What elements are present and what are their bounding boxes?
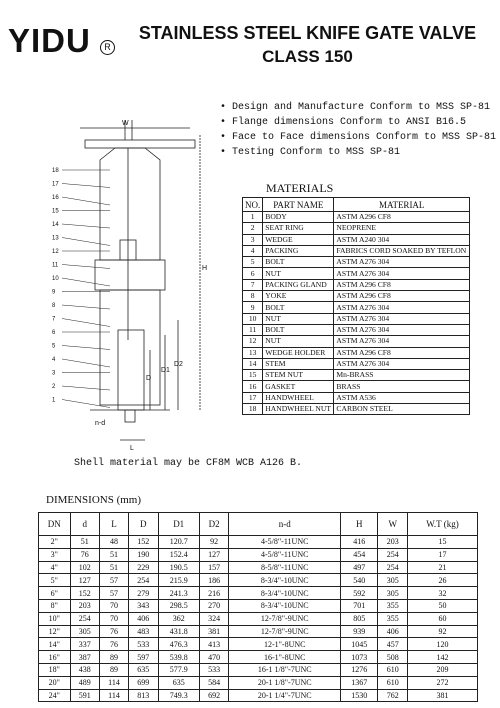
table-cell: 381	[199, 625, 229, 638]
part-callout: 18	[52, 168, 59, 174]
col-header: D2	[199, 513, 229, 536]
registered-mark: R	[100, 40, 115, 55]
col-header: D	[128, 513, 158, 536]
table-cell: 26	[408, 574, 478, 587]
table-row	[243, 302, 470, 313]
table-cell: 610	[378, 676, 408, 689]
table-cell: 1045	[341, 638, 378, 651]
table-row	[39, 548, 478, 561]
table-cell: 272	[408, 676, 478, 689]
table-cell: 127	[70, 574, 100, 587]
table-cell: 4"	[39, 561, 71, 574]
table-cell: 50	[408, 599, 478, 612]
table-cell: 483	[128, 625, 158, 638]
callout-leader	[62, 359, 110, 367]
table-cell: 60	[408, 612, 478, 625]
table-cell: 8-3/4"-10UNC	[229, 587, 341, 600]
table-cell: 120.7	[158, 536, 199, 549]
table-cell: 635	[158, 676, 199, 689]
table-cell: BRASS	[334, 381, 470, 392]
col-header: W	[378, 513, 408, 536]
part-callout: 13	[52, 235, 59, 242]
table-cell: 16-1"-8UNC	[229, 651, 341, 664]
part-callout: 12	[52, 249, 59, 255]
table-cell: ASTM A296 CF8	[334, 212, 470, 223]
table-cell: 14"	[39, 638, 71, 651]
table-cell: 21	[408, 561, 478, 574]
table-row	[39, 638, 478, 651]
part-callout: 7	[52, 316, 56, 323]
spec-item: • Testing Conform to MSS SP-81	[220, 145, 496, 160]
table-cell: ASTM A276 304	[334, 358, 470, 369]
callout-leader	[62, 278, 110, 286]
table-row	[39, 651, 478, 664]
table-cell: 70	[100, 612, 129, 625]
table-cell: 254	[378, 548, 408, 561]
table-cell: 114	[100, 676, 129, 689]
table-row	[243, 257, 470, 268]
part-callout: 9	[52, 289, 56, 296]
table-cell: 76	[100, 638, 129, 651]
table-cell: 805	[341, 612, 378, 625]
table-row	[243, 347, 470, 358]
table-cell: 592	[341, 587, 378, 600]
brand-logo: YIDU	[8, 22, 91, 59]
table-cell: 254	[70, 612, 100, 625]
table-cell: WEDGE HOLDER	[263, 347, 334, 358]
part-callout: 2	[52, 384, 56, 390]
table-cell: 142	[408, 651, 478, 664]
table-cell: 18"	[39, 663, 71, 676]
table-cell: 749.3	[158, 689, 199, 702]
table-cell: 4	[243, 245, 263, 256]
table-cell: 76	[100, 625, 129, 638]
table-row	[243, 268, 470, 279]
table-cell: 362	[158, 612, 199, 625]
dim-d1-label: D1	[161, 367, 170, 374]
table-cell: 102	[70, 561, 100, 574]
table-cell: STEM NUT	[263, 370, 334, 381]
shell-material-note: Shell material may be CF8M WCB A126 B.	[74, 458, 303, 469]
table-cell: 431.8	[158, 625, 199, 638]
table-cell: PACKING	[263, 245, 334, 256]
table-cell: 9	[243, 302, 263, 313]
table-row	[39, 663, 478, 676]
table-cell: STEM	[263, 358, 334, 369]
table-row	[243, 223, 470, 234]
table-cell: 8-3/4"-10UNC	[229, 574, 341, 587]
table-row	[39, 561, 478, 574]
col-header: L	[100, 513, 129, 536]
table-cell: 270	[199, 599, 229, 612]
dim-w-label: W	[122, 120, 129, 127]
table-cell: 10"	[39, 612, 71, 625]
table-cell: 24"	[39, 689, 71, 702]
table-cell: 20-1 1/8"-7UNC	[229, 676, 341, 689]
callout-leader	[62, 265, 110, 269]
table-row	[243, 392, 470, 403]
table-cell: 4-5/8"-11UNC	[229, 548, 341, 561]
table-row	[39, 587, 478, 600]
callout-leader	[62, 319, 110, 327]
part-callout: 15	[52, 208, 59, 215]
dim-l-label: L	[130, 445, 134, 452]
table-cell: 610	[378, 663, 408, 676]
table-cell: 8"	[39, 599, 71, 612]
table-cell: CARBON STEEL	[334, 404, 470, 415]
callout-leader	[62, 197, 110, 205]
callout-leader	[62, 224, 110, 228]
table-cell: 254	[378, 561, 408, 574]
table-cell: 454	[341, 548, 378, 561]
table-cell: 76	[70, 548, 100, 561]
table-cell: 508	[378, 651, 408, 664]
table-cell: 438	[70, 663, 100, 676]
table-cell: ASTM A296 CF8	[334, 347, 470, 358]
table-cell: 152	[128, 536, 158, 549]
table-cell: 57	[100, 574, 129, 587]
table-cell: 127	[199, 548, 229, 561]
table-cell: 540	[341, 574, 378, 587]
table-cell: 337	[70, 638, 100, 651]
table-cell: FABRICS CORD SOAKED BY TEFLON	[334, 245, 470, 256]
table-cell: 12"	[39, 625, 71, 638]
table-cell: 92	[408, 625, 478, 638]
table-cell: NUT	[263, 313, 334, 324]
table-cell: 701	[341, 599, 378, 612]
table-cell: 15	[243, 370, 263, 381]
table-cell: ASTM A276 304	[334, 324, 470, 335]
col-header: D1	[158, 513, 199, 536]
table-cell: 13	[243, 347, 263, 358]
table-cell: ASTM A296 CF8	[334, 279, 470, 290]
dimensions-heading: DIMENSIONS (mm)	[46, 494, 142, 506]
col-header: W.T (kg)	[408, 513, 478, 536]
table-cell: 92	[199, 536, 229, 549]
table-cell: 12	[243, 336, 263, 347]
spec-item: • Flange dimensions Conform to ANSI B16.5	[220, 115, 496, 130]
materials-table	[242, 197, 470, 415]
table-cell: 20"	[39, 676, 71, 689]
table-cell: 190	[128, 548, 158, 561]
table-cell: 813	[128, 689, 158, 702]
col-header: d	[70, 513, 100, 536]
table-cell: 229	[128, 561, 158, 574]
col-header: NO.	[243, 198, 263, 212]
table-cell: 591	[70, 689, 100, 702]
table-cell: HANDWHEEL	[263, 392, 334, 403]
table-cell: 8-3/4"-10UNC	[229, 599, 341, 612]
col-header: MATERIAL	[334, 198, 470, 212]
table-cell: 152	[70, 587, 100, 600]
table-cell: HANDWHEEL NUT	[263, 404, 334, 415]
table-cell: 577.9	[158, 663, 199, 676]
table-cell: 6"	[39, 587, 71, 600]
table-cell: 7	[243, 279, 263, 290]
table-cell: 533	[199, 663, 229, 676]
table-cell: GASKET	[263, 381, 334, 392]
table-cell: 57	[100, 587, 129, 600]
col-header: PART NAME	[263, 198, 334, 212]
table-row	[39, 574, 478, 587]
table-cell: 413	[199, 638, 229, 651]
table-cell: 157	[199, 561, 229, 574]
table-cell: 51	[100, 561, 129, 574]
table-row	[39, 625, 478, 638]
table-cell: 215.9	[158, 574, 199, 587]
table-row	[39, 536, 478, 549]
table-cell: 584	[199, 676, 229, 689]
table-cell: 387	[70, 651, 100, 664]
table-cell: 4-5/8"-11UNC	[229, 536, 341, 549]
spec-item: • Face to Face dimensions Conform to MSS SP-81	[220, 130, 496, 145]
table-cell: 406	[378, 625, 408, 638]
table-cell: 1	[243, 212, 263, 223]
table-cell: 12-7/8"-9UNC	[229, 625, 341, 638]
table-row	[243, 245, 470, 256]
materials-heading: MATERIALS	[266, 181, 334, 195]
valve-drawing	[40, 110, 220, 455]
dim-d2-label: D2	[174, 361, 183, 368]
col-header: n-d	[229, 513, 341, 536]
table-cell: 48	[100, 536, 129, 549]
table-cell: 14	[243, 358, 263, 369]
part-callout: 5	[52, 343, 56, 350]
table-row	[243, 404, 470, 415]
col-header: H	[341, 513, 378, 536]
table-cell: 3"	[39, 548, 71, 561]
table-cell: ASTM A240 304	[334, 234, 470, 245]
table-cell: 762	[378, 689, 408, 702]
table-cell: ASTM A536	[334, 392, 470, 403]
table-cell: 2	[243, 223, 263, 234]
table-cell: 355	[378, 612, 408, 625]
table-cell: 6	[243, 268, 263, 279]
table-cell: 635	[128, 663, 158, 676]
table-row	[39, 689, 478, 702]
table-cell: 324	[199, 612, 229, 625]
table-cell: 15	[408, 536, 478, 549]
dimensions-table	[38, 512, 478, 702]
table-cell: 186	[199, 574, 229, 587]
table-cell: 254	[128, 574, 158, 587]
callout-leader	[62, 305, 110, 309]
table-row	[243, 336, 470, 347]
table-cell: 470	[199, 651, 229, 664]
table-cell: 89	[100, 651, 129, 664]
table-cell: NUT	[263, 268, 334, 279]
spec-list	[220, 100, 496, 160]
table-cell: 12-7/8"-9UNC	[229, 612, 341, 625]
table-cell: 10	[243, 313, 263, 324]
table-cell: 17	[243, 392, 263, 403]
table-cell: 381	[408, 689, 478, 702]
callout-leader	[62, 346, 110, 350]
callout-leader	[62, 386, 110, 390]
table-cell: ASTM A276 304	[334, 257, 470, 268]
table-cell: 11	[243, 324, 263, 335]
table-cell: 1367	[341, 676, 378, 689]
table-cell: 279	[128, 587, 158, 600]
table-row	[243, 212, 470, 223]
table-cell: 305	[378, 574, 408, 587]
table-cell: 114	[100, 689, 129, 702]
table-row	[39, 612, 478, 625]
table-cell: 32	[408, 587, 478, 600]
table-cell: 305	[378, 587, 408, 600]
page-title: STAINLESS STEEL KNIFE GATE VALVE	[138, 23, 477, 43]
table-cell: 18	[243, 404, 263, 415]
part-callout: 17	[52, 181, 59, 188]
table-cell: 20-1 1/4"-7UNC	[229, 689, 341, 702]
table-cell: 89	[100, 663, 129, 676]
table-cell: 241.3	[158, 587, 199, 600]
table-cell: 203	[70, 599, 100, 612]
table-cell: 51	[100, 548, 129, 561]
table-cell: 216	[199, 587, 229, 600]
table-cell: 16	[243, 381, 263, 392]
table-cell: 5	[243, 257, 263, 268]
table-cell: 70	[100, 599, 129, 612]
table-cell: 939	[341, 625, 378, 638]
part-callout: 11	[52, 262, 59, 269]
table-cell: ASTM A276 304	[334, 313, 470, 324]
table-cell: WEDGE	[263, 234, 334, 245]
table-cell: BOLT	[263, 257, 334, 268]
table-row	[39, 676, 478, 689]
table-cell: 152.4	[158, 548, 199, 561]
table-cell: NUT	[263, 336, 334, 347]
table-cell: 457	[378, 638, 408, 651]
table-cell: 533	[128, 638, 158, 651]
table-cell: 597	[128, 651, 158, 664]
table-cell: 203	[378, 536, 408, 549]
table-cell: 305	[70, 625, 100, 638]
table-cell: 1276	[341, 663, 378, 676]
table-row	[243, 370, 470, 381]
table-cell: YOKE	[263, 291, 334, 302]
table-cell: 416	[341, 536, 378, 549]
table-cell: 5"	[39, 574, 71, 587]
dim-nd-label: n-d	[95, 420, 106, 427]
table-cell: ASTM A276 304	[334, 302, 470, 313]
table-row	[243, 291, 470, 302]
table-cell: 1073	[341, 651, 378, 664]
table-cell: 17	[408, 548, 478, 561]
table-cell: BOLT	[263, 302, 334, 313]
table-cell: 3	[243, 234, 263, 245]
table-cell: 539.8	[158, 651, 199, 664]
table-cell: 692	[199, 689, 229, 702]
table-cell: 2"	[39, 536, 71, 549]
part-callout: 3	[52, 370, 56, 377]
part-callout: 10	[52, 276, 59, 282]
table-cell: 8	[243, 291, 263, 302]
table-cell: 190.5	[158, 561, 199, 574]
dim-h-label: H	[202, 265, 208, 272]
table-row	[243, 381, 470, 392]
table-cell: NEOPRENE	[334, 223, 470, 234]
table-cell: 497	[341, 561, 378, 574]
table-row	[243, 234, 470, 245]
page-subtitle: CLASS 150	[262, 47, 353, 66]
table-cell: 699	[128, 676, 158, 689]
part-callout: 6	[52, 330, 56, 336]
table-cell: BOLT	[263, 324, 334, 335]
part-callout: 14	[52, 222, 59, 228]
table-cell: 476.3	[158, 638, 199, 651]
table-cell: PACKING GLAND	[263, 279, 334, 290]
table-cell: ASTM A276 304	[334, 268, 470, 279]
table-cell: 406	[128, 612, 158, 625]
spec-item: • Design and Manufacture Conform to MSS SP-81	[220, 100, 496, 115]
table-cell: SEAT RING	[263, 223, 334, 234]
table-cell: 355	[378, 599, 408, 612]
table-cell: Mn-BRASS	[334, 370, 470, 381]
callout-leader	[62, 238, 110, 246]
table-cell: 16"	[39, 651, 71, 664]
callout-leader	[62, 400, 110, 408]
part-callout: 4	[52, 357, 56, 363]
table-row	[243, 324, 470, 335]
part-callout: 16	[52, 195, 59, 201]
col-header: DN	[39, 513, 71, 536]
part-callout: 1	[52, 397, 56, 404]
table-cell: BODY	[263, 212, 334, 223]
table-row	[243, 279, 470, 290]
table-row	[39, 599, 478, 612]
table-cell: 51	[70, 536, 100, 549]
part-callout: 8	[52, 303, 56, 309]
table-cell: 1530	[341, 689, 378, 702]
table-cell: ASTM A296 CF8	[334, 291, 470, 302]
table-cell: 209	[408, 663, 478, 676]
table-cell: 489	[70, 676, 100, 689]
dim-d-label: D	[146, 375, 152, 382]
callout-leader	[62, 184, 110, 188]
table-cell: 16-1 1/8"-7UNC	[229, 663, 341, 676]
table-row	[243, 358, 470, 369]
table-cell: 120	[408, 638, 478, 651]
table-cell: 343	[128, 599, 158, 612]
table-cell: 8-5/8"-11UNC	[229, 561, 341, 574]
table-cell: ASTM A276 304	[334, 336, 470, 347]
table-row	[243, 313, 470, 324]
table-cell: 298.5	[158, 599, 199, 612]
table-cell: 12-1"-8UNC	[229, 638, 341, 651]
